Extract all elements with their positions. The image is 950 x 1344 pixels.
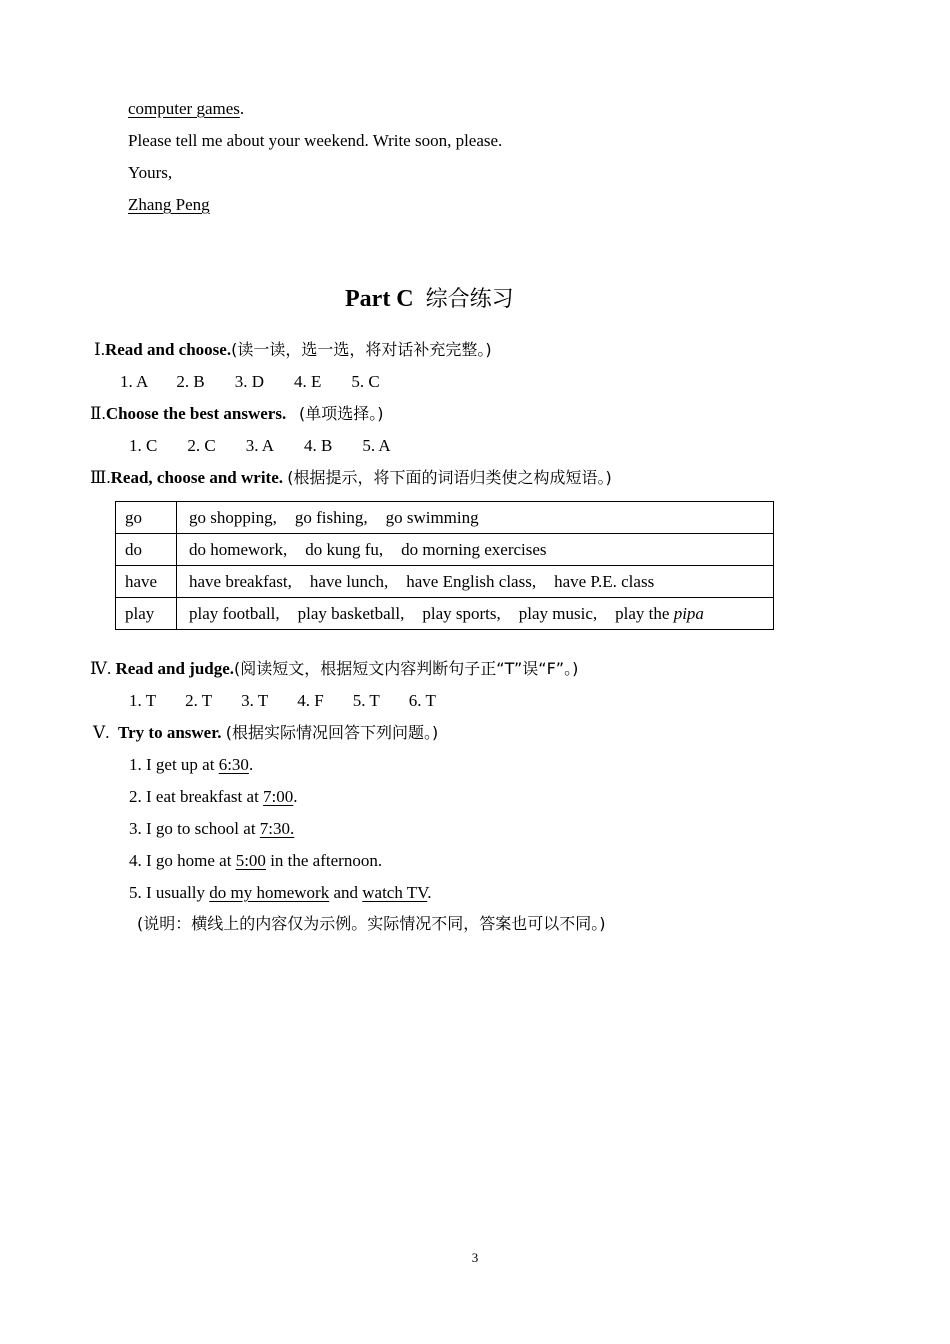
section-1-heading: Ⅰ.Read and choose.(读一读，选一选，将对话补充完整。) bbox=[94, 340, 492, 359]
underlined-answer: watch TV bbox=[362, 883, 428, 902]
verb-cell: have bbox=[116, 566, 177, 598]
verb-cell: go bbox=[116, 502, 177, 534]
section-4-heading: Ⅳ. Read and judge.(阅读短文，根据短文内容判断句子正“T”误“F”。) bbox=[90, 659, 579, 678]
phrase-table bbox=[115, 501, 774, 630]
table-row bbox=[116, 598, 774, 630]
table-row bbox=[116, 502, 774, 534]
phrases-cell: go shopping, go fishing, go swimming bbox=[177, 502, 774, 534]
answer-line: 3. I go to school at 7:30. bbox=[129, 819, 295, 838]
underlined-answer: 7:00 bbox=[263, 787, 294, 806]
section-2-heading: Ⅱ.Choose the best answers. (单项选择。) bbox=[90, 404, 384, 423]
underlined-answer: 7:30. bbox=[259, 819, 295, 838]
section-1-answers: 1. A 2. B 3. D 4. E 5. C bbox=[120, 372, 380, 391]
letter-line-1: computer games. bbox=[128, 99, 245, 118]
phrases-cell: play football, play basketball, play sports, play music, play the pipa bbox=[177, 598, 774, 630]
answer-line: 2. I eat breakfast at 7:00. bbox=[129, 787, 298, 806]
underlined-answer: 6:30 bbox=[218, 755, 249, 774]
phrases-cell: do homework, do kung fu, do morning exercises bbox=[177, 534, 774, 566]
underlined-answer: do my homework bbox=[209, 883, 330, 902]
section-3-heading: Ⅲ.Read, choose and write. (根据提示，将下面的词语归类使之构成短语。) bbox=[90, 468, 612, 487]
table-row bbox=[116, 534, 774, 566]
letter-closing: Yours, bbox=[128, 163, 173, 182]
letter-line-2: Please tell me about your weekend. Write soon, please. bbox=[128, 131, 503, 150]
phrases-cell: have breakfast, have lunch, have English class, have P.E. class bbox=[177, 566, 774, 598]
section-5-remark: (说明：横线上的内容仅为示例。实际情况不同，答案也可以不同。) bbox=[137, 914, 606, 933]
underlined-answer: 5:00 bbox=[235, 851, 266, 870]
letter-signature: Zhang Peng bbox=[128, 195, 210, 214]
answer-line: 4. I go home at 5:00 in the afternoon. bbox=[129, 851, 383, 870]
section-2-answers: 1. C 2. C 3. A 4. B 5. A bbox=[129, 436, 391, 455]
verb-cell: do bbox=[116, 534, 177, 566]
verb-cell: play bbox=[116, 598, 177, 630]
answer-line: 5. I usually do my homework and watch TV. bbox=[129, 883, 432, 902]
section-5-heading: Ⅴ. Try to answer. (根据实际情况回答下列问题。) bbox=[93, 723, 439, 742]
underlined-answer: computer games bbox=[128, 99, 240, 118]
page-number: 3 bbox=[471, 1250, 479, 1265]
section-4-answers: 1. T 2. T 3. T 4. F 5. T 6. T bbox=[129, 691, 436, 710]
answer-line: 1. I get up at 6:30. bbox=[129, 755, 254, 774]
table-row bbox=[116, 566, 774, 598]
part-c-title: Part C 综合练习 bbox=[345, 286, 514, 312]
